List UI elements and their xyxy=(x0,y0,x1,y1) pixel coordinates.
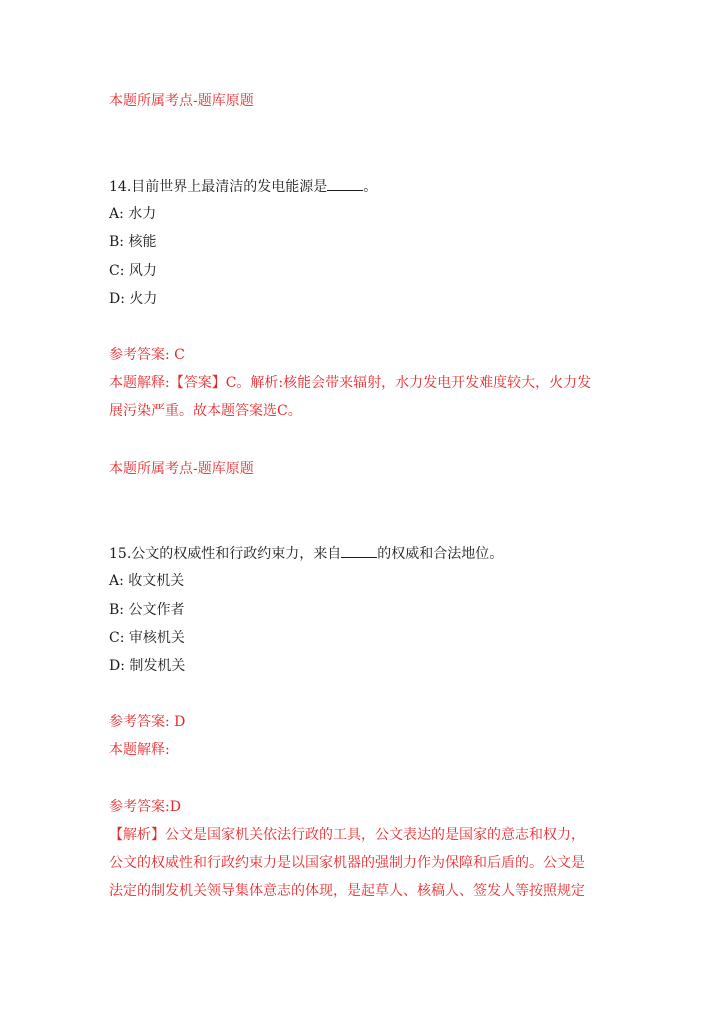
question-15-option-b: B: 公文作者 xyxy=(109,602,185,618)
question-15-analysis-line1: 【解析】公文是国家机关依法行政的工具，公文表达的是国家的意志和权力， xyxy=(109,827,585,843)
question-15-analysis-line2: 公文的权威性和行政约束力是以国家机器的强制力作为保障和后盾的。公文是 xyxy=(109,855,585,871)
question-14-option-a: A: 水力 xyxy=(109,206,157,222)
question-14-explanation-line1: 本题解释:【答案】C。解析:核能会带来辐射，水力发电开发难度较大，火力发 xyxy=(109,375,592,391)
question-15-answer-repeat: 参考答案:D xyxy=(109,799,181,815)
source-note-13: 本题所属考点-题库原题 xyxy=(109,93,254,109)
question-15-stem-text: 15.公文的权威性和行政约束力，来自 xyxy=(109,546,342,562)
question-14-answer: 参考答案: C xyxy=(109,347,185,363)
question-15-option-d: D: 制发机关 xyxy=(109,658,186,674)
question-15-option-a: A: 收文机关 xyxy=(109,573,185,589)
source-note-14: 本题所属考点-题库原题 xyxy=(109,461,254,477)
question-14-explanation-line2: 展污染严重。故本题答案选C。 xyxy=(109,403,302,419)
answer-blank xyxy=(327,176,363,191)
question-15-option-c: C: 审核机关 xyxy=(109,630,185,646)
answer-blank xyxy=(341,543,377,558)
question-15-answer: 参考答案: D xyxy=(109,714,186,730)
question-15-explanation-label: 本题解释: xyxy=(109,742,170,758)
question-14-stem-end: 。 xyxy=(363,179,378,195)
question-14-stem xyxy=(109,176,377,196)
question-15-analysis-line3: 法定的制发机关领导集体意志的体现，是起草人、核稿人、签发人等按照规定 xyxy=(109,883,585,899)
question-15-stem-end: 的权威和合法地位。 xyxy=(377,546,504,562)
question-14-option-b: B: 核能 xyxy=(109,234,157,250)
question-14-stem-text: 14.目前世界上最清洁的发电能源是 xyxy=(109,179,328,195)
question-14-option-c: C: 风力 xyxy=(109,263,157,279)
question-14-option-d: D: 火力 xyxy=(109,291,158,307)
question-15-stem xyxy=(109,543,503,563)
